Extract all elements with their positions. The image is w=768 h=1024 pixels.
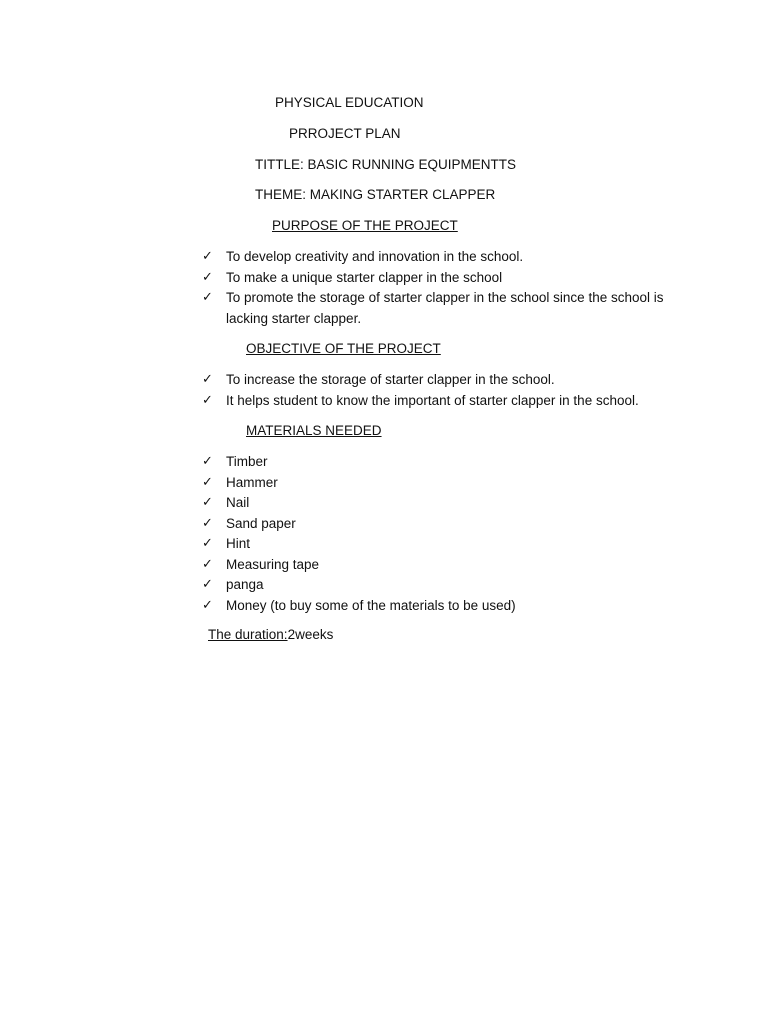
list-item [200,534,690,555]
subject-heading: PHYSICAL EDUCATION [275,95,424,110]
list-item [200,370,690,391]
list-item-text: Measuring tape [226,556,320,572]
check-icon: ✓ [202,515,213,531]
materials-heading: MATERIALS NEEDED [246,423,382,438]
objective-heading: OBJECTIVE OF THE PROJECT [246,341,441,356]
check-icon: ✓ [202,495,213,510]
title-line: TITTLE: BASIC RUNNING EQUIPMENTTS [255,157,517,172]
check-icon: ✓ [202,536,213,551]
duration-line [208,626,333,644]
check-icon: ✓ [202,392,213,408]
list-item [200,493,690,514]
list-item-text: Hint [226,536,251,551]
list-item-text: To make a unique starter clapper in the school [226,269,503,285]
check-icon: ✓ [202,454,213,469]
list-item [200,391,690,412]
purpose-list [200,247,670,329]
duration-label: The duration: [208,627,288,642]
list-item-text: Money (to buy some of the materials to be used) [226,597,516,613]
check-icon: ✓ [202,556,213,572]
list-item-text: Timber [226,454,268,469]
list-item-text: Hammer [226,474,278,490]
list-item [200,268,670,289]
list-item-text: Nail [226,495,250,510]
list-item [200,596,690,617]
objective-list [200,370,690,411]
list-item [200,247,670,268]
check-icon: ✓ [202,597,213,613]
check-icon: ✓ [202,372,213,387]
check-icon: ✓ [202,474,213,490]
list-item [200,473,690,494]
theme-line: THEME: MAKING STARTER CLAPPER [255,187,496,202]
list-item-text: To increase the storage of starter clapper in the school. [226,372,555,387]
list-item [200,288,670,329]
list-item [200,575,690,596]
list-item-text: To develop creativity and innovation in the school. [226,249,524,264]
list-item [200,555,690,576]
duration-value: 2weeks [287,627,334,642]
list-item-text: panga [226,577,264,592]
check-icon: ✓ [202,269,213,285]
doc-type-heading: PRROJECT PLAN [289,126,401,141]
check-icon: ✓ [202,577,213,592]
list-item-text: To promote the storage of starter clapper in the school since the school is lacking starter clapper. [226,290,664,326]
purpose-heading: PURPOSE OF THE PROJECT [272,218,458,233]
check-icon: ✓ [202,249,213,264]
list-item-text: Sand paper [226,515,296,531]
materials-list [200,452,690,616]
list-item [200,452,690,473]
check-icon: ✓ [202,290,213,305]
list-item-text: It helps student to know the important of starter clapper in the school. [226,392,639,408]
list-item [200,514,690,535]
